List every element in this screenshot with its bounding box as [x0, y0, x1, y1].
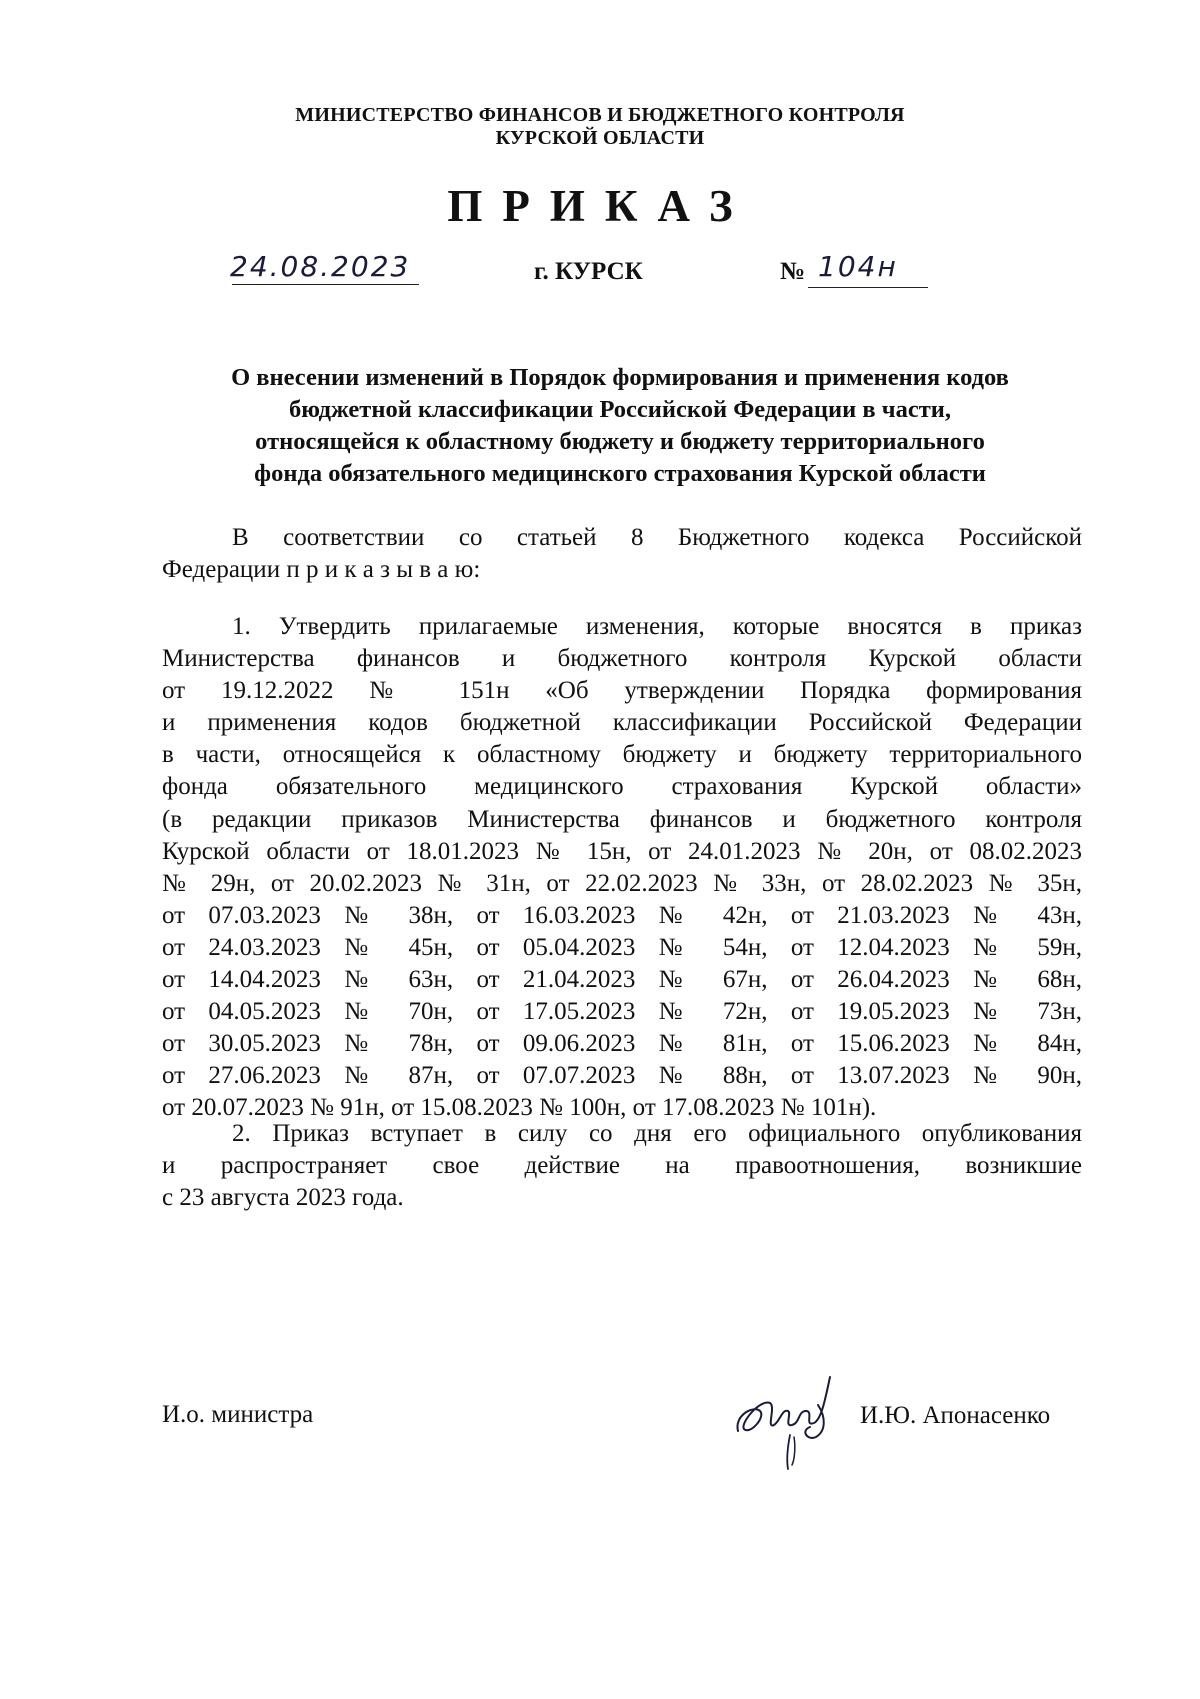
item-2-line: с 23 августа 2023 года.	[162, 1184, 404, 1212]
document-title: ПРИКАЗ	[447, 181, 753, 231]
item-1-line: фонда обязательного медицинского страхования Курской области»	[162, 773, 1082, 801]
item-1-line: и применения кодов бюджетной классификации Российской Федерации	[162, 709, 1082, 737]
preamble-line: В соответствии со статьей 8 Бюджетного кодекса Российской	[232, 524, 1082, 551]
item-1-line: Курской области от 18.01.2023 № 15н, от 24.01.2023 № 20н, от 08.02.2023	[162, 837, 1082, 865]
signatory-name: И.Ю. Апонасенко	[860, 1402, 1051, 1429]
item-2-line: 2. Приказ вступает в силу со дня его официального опубликования	[232, 1120, 1082, 1147]
item-1-line: от 24.03.2023 № 45н, от 05.04.2023 № 54н, от 12.04.2023 № 59н,	[162, 933, 1082, 961]
preamble-paragraph	[162, 522, 1082, 586]
subject-line: относящейся к областному бюджету и бюджету территориального	[255, 428, 985, 455]
order-number: 104н	[818, 250, 898, 283]
item-1-paragraph	[162, 611, 1082, 1125]
subject-line: О внесении изменений в Порядок формирования и применения кодов	[231, 364, 1009, 391]
subject-line: фонда обязательного медицинского страхования Курской области	[254, 460, 986, 487]
item-2-paragraph	[162, 1118, 1082, 1214]
item-1-line: 1. Утвердить прилагаемые изменения, которые вносятся в приказ	[232, 613, 1082, 640]
subject-line: бюджетной классификации Российской Федерации в части,	[289, 396, 951, 423]
item-1-line: от 04.05.2023 № 70н, от 17.05.2023 № 72н, от 19.05.2023 № 73н,	[162, 998, 1082, 1026]
item-1-line: № 29н, от 20.02.2023 № 31н, от 22.02.2023 № 33н, от 28.02.2023 № 35н,	[162, 869, 1082, 897]
number-label: №	[780, 258, 806, 285]
item-1-line: в части, относящейся к областному бюджету и бюджету территориального	[162, 741, 1082, 769]
item-1-line: от 07.03.2023 № 38н, от 16.03.2023 № 42н, от 21.03.2023 № 43н,	[162, 901, 1082, 929]
item-1-line: от 30.05.2023 № 78н, от 09.06.2023 № 81н, от 15.06.2023 № 84н,	[162, 1030, 1082, 1058]
item-2-line: и распространяет свое действие на правоотношения, возникшие	[162, 1152, 1082, 1180]
handwritten-signature-icon	[730, 1365, 850, 1475]
order-date: 24.08.2023	[230, 250, 411, 283]
date-underline	[232, 284, 419, 285]
item-1-line: от 27.06.2023 № 87н, от 07.07.2023 № 88н, от 13.07.2023 № 90н,	[162, 1062, 1082, 1090]
item-1-line: от 19.12.2022 № 151н «Об утверждении Порядка формирования	[162, 677, 1082, 705]
item-1-line: (в редакции приказов Министерства финансов и бюджетного контроля	[162, 805, 1082, 833]
item-1-line: от 20.07.2023 № 91н, от 15.08.2023 № 100н, от 17.08.2023 № 101н).	[162, 1094, 877, 1122]
number-underline	[808, 287, 928, 288]
ministry-name-line1: МИНИСТЕРСТВО ФИНАНСОВ И БЮДЖЕТНОГО КОНТРОЛЯ	[295, 104, 905, 126]
signatory-role: И.о. министра	[162, 1401, 314, 1428]
item-1-line: Министерства финансов и бюджетного контроля Курской области	[162, 645, 1082, 673]
ministry-name-line2: КУРСКОЙ ОБЛАСТИ	[495, 127, 705, 149]
preamble-line: Федерации п р и к а з ы в а ю:	[162, 556, 481, 584]
item-1-line: от 14.04.2023 № 63н, от 21.04.2023 № 67н, от 26.04.2023 № 68н,	[162, 966, 1082, 994]
order-subject	[150, 362, 1090, 490]
city: г. КУРСК	[534, 258, 643, 285]
